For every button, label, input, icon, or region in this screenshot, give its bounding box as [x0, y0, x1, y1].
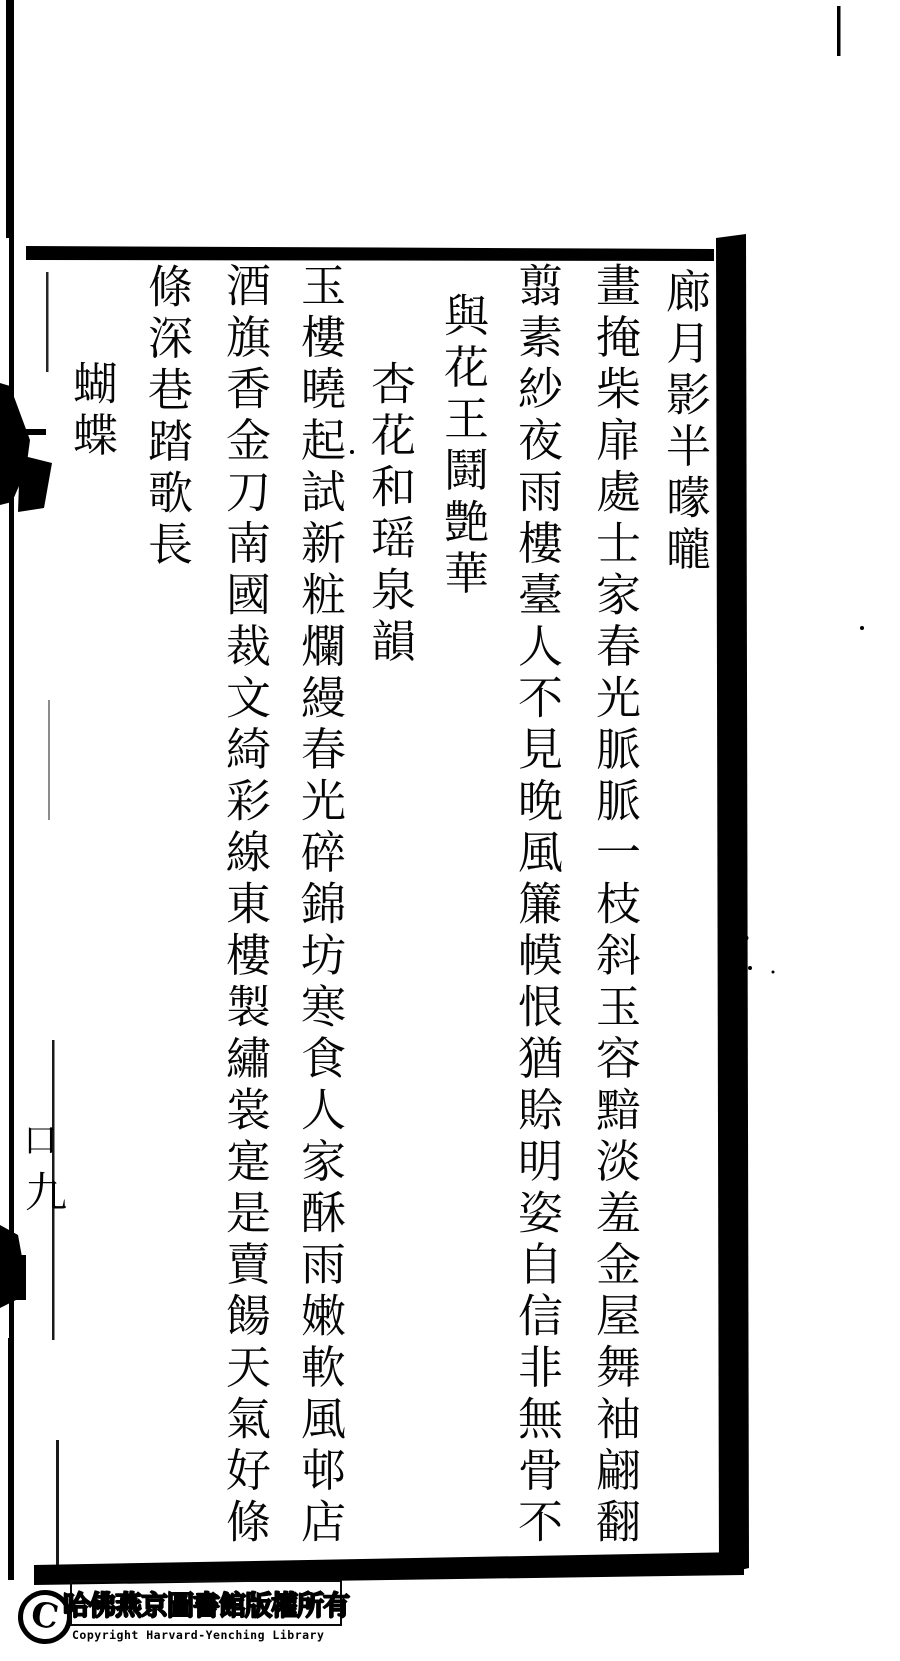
poem-title-column-9: 蝴蝶	[65, 360, 118, 463]
speck	[717, 442, 721, 446]
stamp-english-text: Copyright Harvard-Yenching Library	[72, 1628, 325, 1642]
speck	[772, 971, 775, 974]
ink-blob	[18, 455, 52, 512]
copyright-stamp	[0, 1580, 420, 1655]
inner-rule-segment	[56, 1440, 59, 1572]
speck	[748, 966, 752, 970]
speck	[744, 936, 749, 941]
poem-body-column-6: 玉樓曉起試新粧爛縵春光碎錦坊寒食人家酥雨嫩軟風邨店	[293, 262, 346, 1550]
speck	[860, 626, 864, 630]
inner-rule-segment	[46, 272, 49, 372]
poem-body-column-2: 畫掩柴扉處士家春光脈脈一枝斜玉容黯淡羞金屋舞袖翩翻	[588, 262, 641, 1550]
margin-partial-char: 九	[19, 1170, 68, 1212]
poem-body-column-7: 酒旗香金刀南國裁文綺彩線東樓製繡裳寔是賣餳天氣好條	[218, 262, 271, 1550]
left-edge-bar	[6, 0, 14, 238]
margin-partial-char: 口	[17, 1122, 57, 1156]
inner-rule-segment	[48, 700, 50, 820]
edge-mark-top-right	[837, 6, 841, 56]
stamp-chinese-box	[63, 1580, 349, 1626]
ink-blob	[12, 1255, 26, 1300]
poem-line-column-1: 廊月影半曚曨	[658, 268, 711, 577]
frame-right-border	[716, 234, 749, 1575]
stamp-chinese-text: 哈佛燕京圖書館版權所有	[63, 1590, 349, 1622]
ink-dash	[18, 429, 46, 435]
copyright-c-glyph: C	[28, 1593, 62, 1639]
speck	[350, 450, 354, 454]
poem-line-column-8: 條深巷踏歌長	[140, 263, 193, 572]
frame-top-border	[26, 246, 714, 261]
poem-title-column-5: 杏花和瑶泉韻	[363, 360, 416, 669]
poem-line-column-4: 與花王鬪艶華	[436, 292, 489, 601]
poem-body-column-3: 翦素紗夜雨樓臺人不見晚風簾幙恨猶賒明姿自信非無骨不	[510, 262, 563, 1550]
left-edge-line-lower	[8, 1338, 14, 1580]
